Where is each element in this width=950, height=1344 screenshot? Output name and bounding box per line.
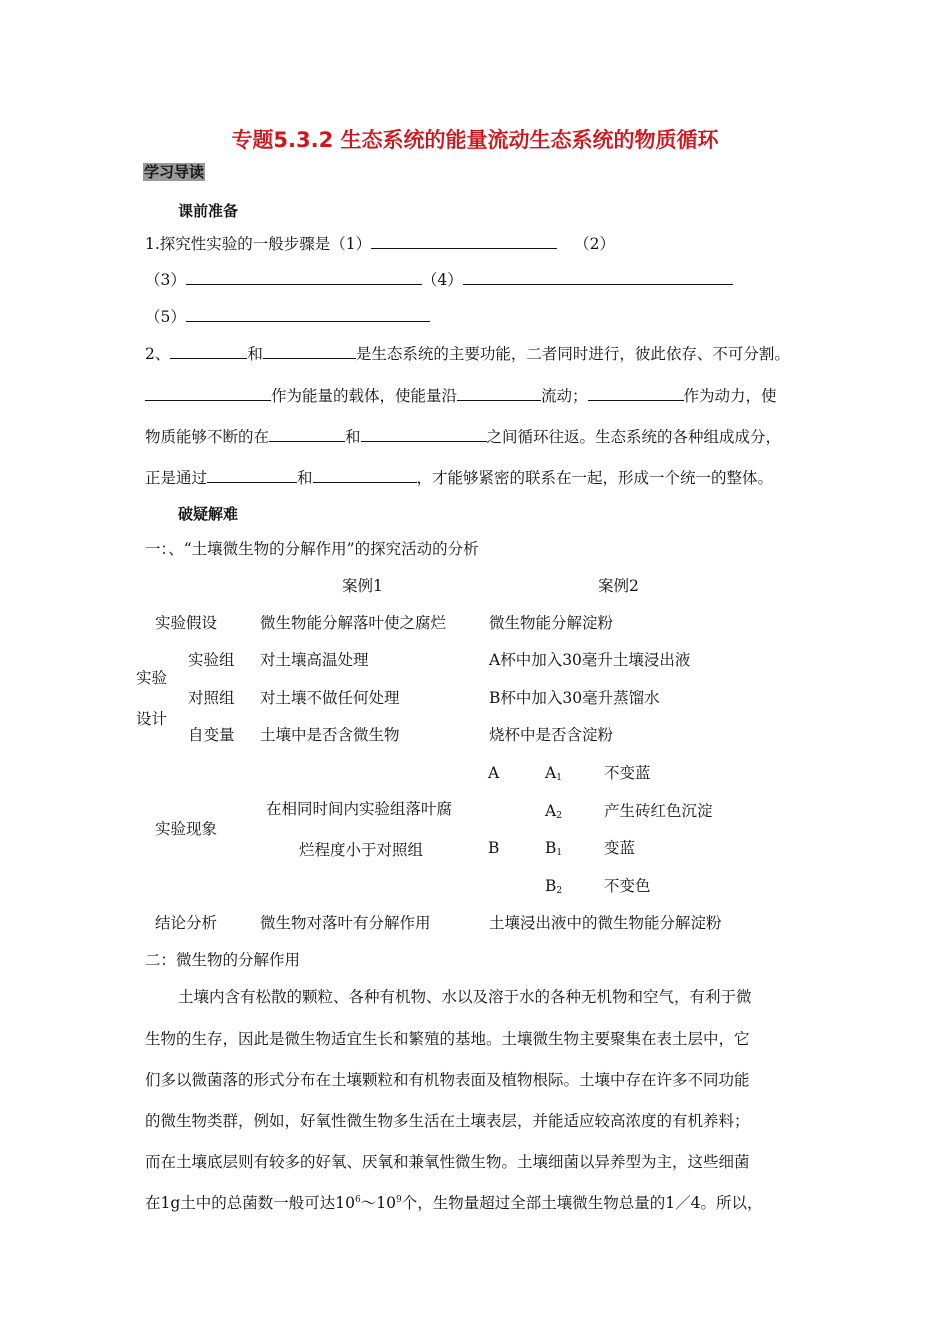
part2-title: 二：微生物的分解作用 (145, 951, 301, 969)
cup-b: B (488, 839, 500, 857)
q2-line2-c: 作为动力，使 (683, 387, 777, 405)
q1-blank-5[interactable] (186, 306, 430, 322)
q1-blank-1[interactable] (371, 233, 557, 249)
exp-group-case2: A杯中加入30毫升土壤浸出液 (489, 651, 691, 669)
q2-and-3: 和 (297, 469, 313, 487)
hypothesis-case1: 微生物能分解落叶使之腐烂 (260, 614, 447, 632)
q2-blank-5[interactable] (588, 385, 684, 401)
paragraph-line-3: 们多以微菌落的形式分布在土壤颗粒和有机物表面及植物根际。土壤中存在许多不同功能 (145, 1071, 750, 1089)
q1-blank-3[interactable] (186, 269, 422, 285)
q2-line3-b: 之间循环往返。生态系统的各种组成成分， (486, 428, 782, 446)
q1-line3 (145, 306, 430, 328)
result-a1: 不变蓝 (604, 764, 651, 782)
conclusion-case2: 土壤浸出液中的微生物能分解淀粉 (489, 914, 722, 932)
q1-line2 (145, 269, 733, 291)
phenomenon-case1-line1: 在相同时间内实验组落叶腐 (266, 800, 453, 818)
exp-group-case1: 对土壤高温处理 (260, 651, 369, 669)
q2-blank-1[interactable] (170, 343, 247, 359)
section-difficulty: 破疑解难 (178, 505, 239, 523)
ctrl-group-case1: 对土壤不做任何处理 (260, 689, 400, 707)
q2-and-2: 和 (345, 428, 361, 446)
result-b1: 变蓝 (604, 839, 636, 857)
conclusion-label: 结论分析 (155, 914, 218, 932)
hypothesis-label: 实验假设 (155, 614, 218, 632)
label-b1: $B_1$ (545, 839, 563, 858)
q2-line3 (145, 426, 781, 448)
hypothesis-case2: 微生物能分解淀粉 (489, 614, 614, 632)
q2-line3-a: 物质能够不断的在 (145, 428, 270, 446)
q2-and-1: 和 (247, 345, 263, 363)
q2-line2-b: 流动； (541, 387, 588, 405)
q2-line4 (145, 467, 773, 489)
q1-n3: （3） (145, 271, 186, 289)
q2-line1 (145, 343, 790, 365)
q2-line4-a: 正是通过 (145, 469, 208, 487)
paragraph-line-2: 生物的生存，因此是微生物适宜生长和繁殖的基地。土壤微生物主要聚集在表土层中，它 (145, 1030, 750, 1048)
q1-n4: （4） (421, 271, 463, 289)
part1-title: 一：、“土壤微生物的分解作用”的探究活动的分析 (145, 540, 479, 558)
q2-prefix: 2、 (145, 345, 171, 363)
paragraph-line-4: 的微生物类群，例如，好氧性微生物多生活在土壤表层，并能适应较高浓度的有机养料； (145, 1112, 750, 1130)
q1-line1 (145, 233, 615, 255)
q2-blank-7[interactable] (361, 426, 487, 442)
q2-blank-4[interactable] (457, 385, 541, 401)
q1-n5: （5） (145, 308, 186, 326)
section-study-guide-label: 学习导读 (144, 163, 205, 181)
indep-var-case1: 土壤中是否含微生物 (260, 726, 400, 744)
paragraph-line-5: 而在土壤底层则有较多的好氧、厌氧和兼氧性微生物。土壤细菌以异养型为主，这些细菌 (145, 1153, 750, 1171)
label-a2: $A_2$ (545, 802, 562, 821)
result-b2: 不变色 (604, 877, 651, 895)
design-label-2: 设计 (136, 710, 168, 728)
conclusion-case1: 微生物对落叶有分解作用 (260, 914, 431, 932)
label-a1: $A_1$ (545, 764, 562, 783)
phenomenon-label: 实验现象 (155, 820, 218, 838)
table-head-case1: 案例1 (342, 577, 383, 595)
q2-line2 (145, 385, 777, 407)
q2-blank-3[interactable] (145, 385, 271, 401)
indep-var-label: 自变量 (188, 726, 235, 744)
q2-blank-6[interactable] (269, 426, 345, 442)
q1-n2: （2） (574, 235, 615, 253)
q2-blank-9[interactable] (313, 467, 417, 483)
label-b2: $B_2$ (545, 877, 563, 896)
phenomenon-case1-line2: 烂程度小于对照组 (299, 841, 424, 859)
indep-var-case2: 烧杯中是否含淀粉 (489, 726, 614, 744)
exp-group-label: 实验组 (188, 651, 235, 669)
result-a2: 产生砖红色沉淀 (604, 802, 713, 820)
table-head-case2: 案例2 (598, 577, 639, 595)
design-label-1: 实验 (136, 669, 168, 687)
paragraph-line-6: 在1g土中的总菌数一般可达$10^6\sim 10^9$个，生物量超过全部土壤微生物总量的1／4。所以， (145, 1194, 763, 1212)
q1-n1: （1） (330, 235, 372, 253)
q1-prefix: 1.探究性实验的一般步骤是 (145, 235, 331, 253)
section-study-guide (143, 161, 205, 182)
q2-blank-8[interactable] (207, 467, 297, 483)
q1-blank-4[interactable] (463, 269, 733, 285)
ctrl-group-label: 对照组 (188, 689, 235, 707)
cup-a: A (488, 764, 500, 782)
q2-line2-a: 作为能量的载体，使能量沿 (271, 387, 458, 405)
q2-line1-tail: 是生态系统的主要功能，二者同时进行，彼此依存、不可分割。 (355, 345, 790, 363)
q2-blank-2[interactable] (263, 343, 356, 359)
ctrl-group-case2: B杯中加入30毫升蒸馏水 (489, 689, 660, 707)
paragraph-line-1: 土壤内含有松散的颗粒、各种有机物、水以及溶于水的各种无机物和空气，有利于微 (178, 988, 752, 1006)
q2-line4-b: ，才能够紧密的联系在一起，形成一个统一的整体。 (416, 469, 774, 487)
section-prep: 课前准备 (178, 202, 239, 220)
page-title: 专题5.3.2 生态系统的能量流动生态系统的物质循环 (231, 128, 719, 152)
